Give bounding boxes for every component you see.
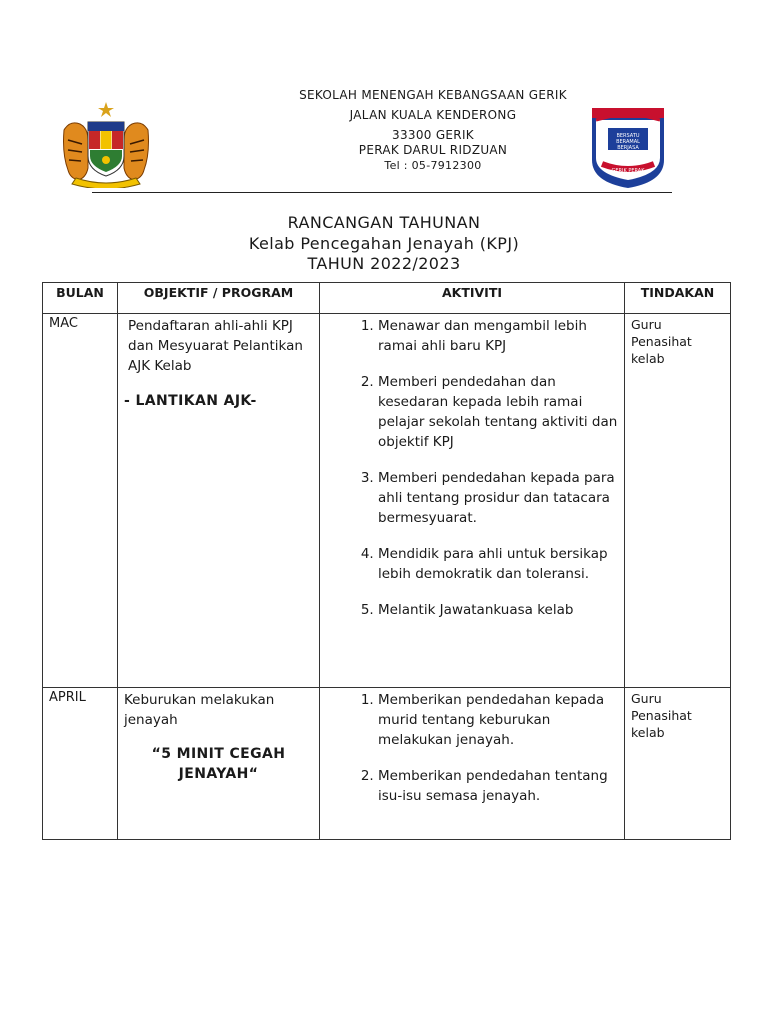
activity-cell bbox=[320, 688, 625, 840]
table-row bbox=[43, 314, 731, 688]
list-item: 3. Memberi pendedahan kepada para ahli tentang prosidur dan tatacara bermesyuarat. bbox=[378, 468, 618, 528]
action-cell: Guru Penasihat kelab bbox=[625, 314, 731, 688]
coat-of-arms-logo bbox=[56, 100, 156, 188]
school-postcode: 33300 GERIK bbox=[392, 128, 474, 142]
list-item: 2. Memberi pendedahan dan kesedaran kepada lebih ramai pelajar sekolah tentang aktiviti dan objektif KPJ bbox=[378, 372, 618, 452]
month-cell: APRIL bbox=[43, 688, 118, 840]
annual-plan-table bbox=[42, 282, 731, 840]
school-street: JALAN KUALA KENDERONG bbox=[349, 108, 517, 122]
table-header-row bbox=[43, 283, 731, 314]
school-phone: Tel : 05-7912300 bbox=[384, 159, 482, 172]
col-header-bulan: BULAN bbox=[43, 283, 118, 314]
program-text: “5 MINIT CEGAH JENAYAH“ bbox=[151, 746, 286, 782]
objective-cell bbox=[118, 314, 320, 688]
list-item: 2. Memberikan pendedahan tentang isu-isu semasa jenayah. bbox=[378, 766, 618, 806]
school-crest-text-1: BERSATU bbox=[616, 133, 640, 139]
school-crest-text-2: BERAMAL bbox=[616, 139, 640, 145]
objective-text: Pendaftaran ahli-ahli KPJ dan Mesyuarat Pelantikan AJK Kelab bbox=[128, 318, 303, 374]
objective-cell bbox=[118, 688, 320, 840]
school-state: PERAK DARUL RIDZUAN bbox=[358, 143, 508, 157]
col-header-tindakan: TINDAKAN bbox=[625, 283, 731, 314]
header-divider bbox=[92, 192, 672, 193]
school-crest-motto: GERIK PERAK bbox=[611, 168, 645, 174]
col-header-objektif: OBJEKTIF / PROGRAM bbox=[118, 283, 320, 314]
list-item: 5. Melantik Jawatankuasa kelab bbox=[378, 600, 618, 620]
doc-title: RANCANGAN TAHUNAN bbox=[287, 213, 481, 232]
table-row bbox=[43, 688, 731, 840]
objective-text: Keburukan melakukan jenayah bbox=[124, 692, 275, 728]
doc-subtitle: Kelab Pencegahan Jenayah (KPJ) bbox=[248, 234, 520, 253]
month-cell: MAC bbox=[43, 314, 118, 688]
doc-year: TAHUN 2022/2023 bbox=[307, 254, 461, 273]
program-text: - LANTIKAN AJK- bbox=[124, 393, 257, 409]
activity-list bbox=[326, 690, 618, 806]
action-cell: Guru Penasihat kelab bbox=[625, 688, 731, 840]
school-crest-logo bbox=[588, 104, 668, 190]
school-crest-text-3: BERJASA bbox=[617, 145, 639, 151]
list-item: 4. Mendidik para ahli untuk bersikap lebih demokratik dan toleransi. bbox=[378, 544, 618, 584]
activity-list bbox=[326, 316, 618, 620]
activity-cell bbox=[320, 314, 625, 688]
school-name: SEKOLAH MENENGAH KEBANGSAAN GERIK bbox=[299, 88, 567, 102]
list-item: 1. Menawar dan mengambil lebih ramai ahli baru KPJ bbox=[378, 316, 618, 356]
list-item: 1. Memberikan pendedahan kepada murid tentang keburukan melakukan jenayah. bbox=[378, 690, 618, 750]
col-header-aktiviti: AKTIVITI bbox=[320, 283, 625, 314]
